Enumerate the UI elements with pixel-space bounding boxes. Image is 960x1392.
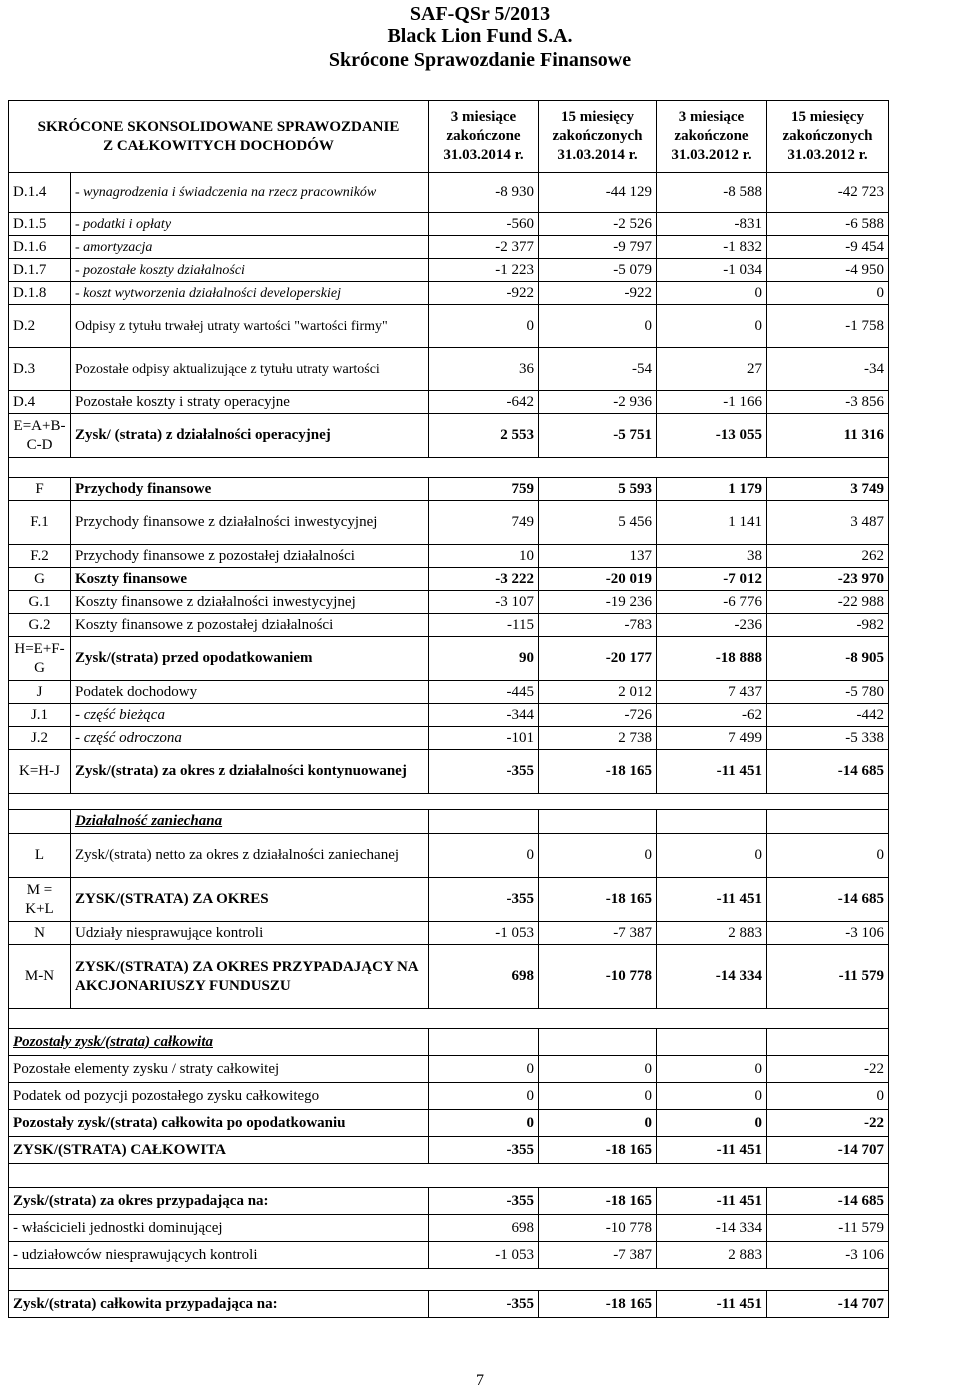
row-label: - podatki i opłaty [71, 213, 429, 236]
col-header-15m-2014: 15 miesięcy zakończonych 31.03.2014 r. [539, 101, 657, 173]
table-row [9, 1242, 889, 1269]
cell: -14 685 [767, 1188, 889, 1215]
table-row [9, 1215, 889, 1242]
cell: -8 930 [429, 173, 539, 213]
row-label: Zysk/(strata) netto za okres z działalności zaniechanej [71, 834, 429, 878]
row-code: E=A+B-C-D [9, 414, 71, 458]
cell: 2 012 [539, 681, 657, 704]
cell [429, 810, 539, 834]
cell: -1 053 [429, 1242, 539, 1269]
cell [657, 1029, 767, 1056]
table-row [9, 1110, 889, 1137]
table-row [9, 414, 889, 458]
row-code: D.1.8 [9, 282, 71, 305]
cell: 0 [429, 1110, 539, 1137]
row-label: Przychody finansowe z pozostałej działalności [71, 545, 429, 568]
row-code: N [9, 922, 71, 945]
cell: 0 [767, 834, 889, 878]
cell: 2 553 [429, 414, 539, 458]
row-label: Pozostałe koszty i straty operacyjne [71, 391, 429, 414]
cell: 1 141 [657, 501, 767, 545]
cell: -2 936 [539, 391, 657, 414]
table-row [9, 810, 889, 834]
cell: -19 236 [539, 591, 657, 614]
cell: 5 593 [539, 478, 657, 501]
row-code: G.1 [9, 591, 71, 614]
table-row [9, 173, 889, 213]
cell: -22 [767, 1056, 889, 1083]
cell: 7 499 [657, 727, 767, 750]
table-row [9, 922, 889, 945]
table-row [9, 1137, 889, 1164]
row-label: Pozostałe odpisy aktualizujące z tytułu utraty wartości [71, 348, 429, 391]
col-header-15m-2012: 15 miesięcy zakończonych 31.03.2012 r. [767, 101, 889, 173]
row-label: Przychody finansowe z działalności inwestycyjnej [71, 501, 429, 545]
cell: -355 [429, 1188, 539, 1215]
cell: 698 [429, 945, 539, 1009]
section-label: Pozostały zysk/(strata) całkowita [9, 1029, 429, 1056]
cell: 2 738 [539, 727, 657, 750]
cell: -14 685 [767, 750, 889, 794]
cell: -3 222 [429, 568, 539, 591]
row-code: D.1.5 [9, 213, 71, 236]
row-code [9, 810, 71, 834]
income-statement-table [8, 100, 889, 1318]
cell: -4 950 [767, 259, 889, 282]
doc-code: SAF-QSr 5/2013 [409, 3, 551, 25]
cell: -11 451 [657, 1291, 767, 1318]
cell: -5 338 [767, 727, 889, 750]
row-code: H=E+F-G [9, 637, 71, 681]
cell: -20 177 [539, 637, 657, 681]
cell: -22 [767, 1110, 889, 1137]
cell: 11 316 [767, 414, 889, 458]
cell: -54 [539, 348, 657, 391]
row-label: Zysk/(strata) przed opodatkowaniem [71, 637, 429, 681]
cell: 3 749 [767, 478, 889, 501]
table-row [9, 1188, 889, 1215]
cell: 0 [767, 282, 889, 305]
cell: -18 165 [539, 1137, 657, 1164]
row-code: F.2 [9, 545, 71, 568]
cell: 1 179 [657, 478, 767, 501]
spacer-row [9, 1164, 889, 1188]
cell: 749 [429, 501, 539, 545]
cell [429, 1029, 539, 1056]
cell: -2 526 [539, 213, 657, 236]
cell: -11 451 [657, 1137, 767, 1164]
row-code: D.1.6 [9, 236, 71, 259]
row-label: Udziały niesprawujące kontroli [71, 922, 429, 945]
cell: -831 [657, 213, 767, 236]
cell: 0 [429, 305, 539, 348]
cell: 36 [429, 348, 539, 391]
table-row [9, 545, 889, 568]
cell: -1 223 [429, 259, 539, 282]
row-code: F.1 [9, 501, 71, 545]
cell: -5 780 [767, 681, 889, 704]
cell: 0 [539, 1056, 657, 1083]
cell: 0 [539, 834, 657, 878]
table-row [9, 348, 889, 391]
cell: -18 165 [539, 750, 657, 794]
row-code: D.1.4 [9, 173, 71, 213]
cell: -11 579 [767, 945, 889, 1009]
spacer-row [9, 1009, 889, 1029]
row-label: Zysk/(strata) całkowita przypadająca na: [9, 1291, 429, 1318]
cell [657, 810, 767, 834]
cell: -5 751 [539, 414, 657, 458]
col-header-3m-2012: 3 miesiące zakończone 31.03.2012 r. [657, 101, 767, 173]
table-title: SKRÓCONE SKONSOLIDOWANE SPRAWOZDANIE Z CAŁKOWITYCH DOCHODÓW [9, 101, 429, 173]
cell: 0 [657, 1083, 767, 1110]
cell: -7 387 [539, 1242, 657, 1269]
cell: -560 [429, 213, 539, 236]
row-label: ZYSK/(STRATA) CAŁKOWITA [9, 1137, 429, 1164]
table-row [9, 501, 889, 545]
row-label: Odpisy z tytułu trwałej utraty wartości "wartości firmy" [71, 305, 429, 348]
cell: -7 012 [657, 568, 767, 591]
row-label: Zysk/(strata) za okres z działalności kontynuowanej [71, 750, 429, 794]
cell: 0 [657, 305, 767, 348]
table-row [9, 478, 889, 501]
cell: 137 [539, 545, 657, 568]
company-name: Black Lion Fund S.A. [387, 25, 573, 47]
cell: 38 [657, 545, 767, 568]
cell: -18 888 [657, 637, 767, 681]
table-row [9, 750, 889, 794]
cell: -34 [767, 348, 889, 391]
row-label: Przychody finansowe [71, 478, 429, 501]
cell: -13 055 [657, 414, 767, 458]
cell: -726 [539, 704, 657, 727]
cell: -445 [429, 681, 539, 704]
table-row [9, 282, 889, 305]
row-code: J.1 [9, 704, 71, 727]
spacer-row [9, 794, 889, 810]
cell: -1 053 [429, 922, 539, 945]
cell: 0 [539, 305, 657, 348]
cell: -3 106 [767, 922, 889, 945]
table-row [9, 1291, 889, 1318]
cell: -783 [539, 614, 657, 637]
cell: 698 [429, 1215, 539, 1242]
spacer-row [9, 1269, 889, 1291]
cell: -18 165 [539, 878, 657, 922]
table-row [9, 391, 889, 414]
row-label: Pozostałe elementy zysku / straty całkowitej [9, 1056, 429, 1083]
table-row [9, 1056, 889, 1083]
cell: -14 685 [767, 878, 889, 922]
row-label: - właścicieli jednostki dominującej [9, 1215, 429, 1242]
cell: -1 166 [657, 391, 767, 414]
cell: 0 [657, 1056, 767, 1083]
cell: -42 723 [767, 173, 889, 213]
cell: 0 [429, 1056, 539, 1083]
table-row [9, 945, 889, 1009]
cell: -922 [539, 282, 657, 305]
cell: -18 165 [539, 1291, 657, 1318]
row-label: Zysk/ (strata) z działalności operacyjnej [71, 414, 429, 458]
row-label: - wynagrodzenia i świadczenia na rzecz pracowników [71, 173, 429, 213]
cell: -9 797 [539, 236, 657, 259]
cell: -3 107 [429, 591, 539, 614]
cell: -355 [429, 750, 539, 794]
document-header [0, 0, 960, 78]
cell: -5 079 [539, 259, 657, 282]
cell: -344 [429, 704, 539, 727]
report-title: Skrócone Sprawozdanie Finansowe [328, 49, 632, 71]
table-row [9, 637, 889, 681]
cell: 27 [657, 348, 767, 391]
cell: -14 707 [767, 1291, 889, 1318]
cell [767, 1029, 889, 1056]
cell: 0 [657, 834, 767, 878]
cell: -10 778 [539, 945, 657, 1009]
table-row [9, 704, 889, 727]
table-row [9, 591, 889, 614]
row-label: ZYSK/(STRATA) ZA OKRES [71, 878, 429, 922]
cell: -9 454 [767, 236, 889, 259]
table-row [9, 568, 889, 591]
cell: -1 832 [657, 236, 767, 259]
table-row [9, 681, 889, 704]
row-code: J.2 [9, 727, 71, 750]
cell: -922 [429, 282, 539, 305]
cell: 262 [767, 545, 889, 568]
row-code: K=H-J [9, 750, 71, 794]
cell: -6 776 [657, 591, 767, 614]
cell: -115 [429, 614, 539, 637]
row-label: - amortyzacja [71, 236, 429, 259]
table-row [9, 1083, 889, 1110]
row-code: G.2 [9, 614, 71, 637]
row-label: ZYSK/(STRATA) ZA OKRES PRZYPADAJĄCY NA AKCJONARIUSZY FUNDUSZU [71, 945, 429, 1009]
row-label: Koszty finansowe z pozostałej działalności [71, 614, 429, 637]
cell: 0 [657, 1110, 767, 1137]
row-label: Pozostały zysk/(strata) całkowita po opodatkowaniu [9, 1110, 429, 1137]
row-code: J [9, 681, 71, 704]
cell: -3 106 [767, 1242, 889, 1269]
cell: -8 588 [657, 173, 767, 213]
cell: -642 [429, 391, 539, 414]
cell: -14 334 [657, 1215, 767, 1242]
cell: -23 970 [767, 568, 889, 591]
row-label: Podatek od pozycji pozostałego zysku całkowitego [9, 1083, 429, 1110]
cell: 0 [539, 1110, 657, 1137]
cell: -355 [429, 1291, 539, 1318]
cell: -20 019 [539, 568, 657, 591]
cell: 2 883 [657, 922, 767, 945]
row-label: - udziałowców niesprawujących kontroli [9, 1242, 429, 1269]
col-header-3m-2014: 3 miesiące zakończone 31.03.2014 r. [429, 101, 539, 173]
cell: -1 034 [657, 259, 767, 282]
cell: 759 [429, 478, 539, 501]
cell: -11 451 [657, 1188, 767, 1215]
row-label: Podatek dochodowy [71, 681, 429, 704]
cell: -8 905 [767, 637, 889, 681]
cell: -2 377 [429, 236, 539, 259]
cell: -1 758 [767, 305, 889, 348]
cell: 10 [429, 545, 539, 568]
row-label: Zysk/(strata) za okres przypadająca na: [9, 1188, 429, 1215]
table-row [9, 614, 889, 637]
cell: -10 778 [539, 1215, 657, 1242]
cell: -442 [767, 704, 889, 727]
table-row [9, 259, 889, 282]
cell [539, 1029, 657, 1056]
cell: -355 [429, 1137, 539, 1164]
cell: 90 [429, 637, 539, 681]
page-number: 7 [476, 1372, 484, 1389]
table-row [9, 727, 889, 750]
cell: 0 [429, 1083, 539, 1110]
table-header-row [9, 101, 889, 173]
cell: 3 487 [767, 501, 889, 545]
spacer-row [9, 458, 889, 478]
cell: -101 [429, 727, 539, 750]
row-label: Koszty finansowe z działalności inwestycyjnej [71, 591, 429, 614]
cell: -3 856 [767, 391, 889, 414]
row-code: D.3 [9, 348, 71, 391]
cell: -18 165 [539, 1188, 657, 1215]
cell: -982 [767, 614, 889, 637]
row-label: - część odroczona [71, 727, 429, 750]
row-code: M-N [9, 945, 71, 1009]
row-code: D.4 [9, 391, 71, 414]
cell: 0 [429, 834, 539, 878]
row-label: - pozostałe koszty działalności [71, 259, 429, 282]
table-row [9, 213, 889, 236]
cell: -236 [657, 614, 767, 637]
table-row [9, 834, 889, 878]
cell: -14 334 [657, 945, 767, 1009]
row-code: F [9, 478, 71, 501]
row-code: L [9, 834, 71, 878]
table-row [9, 1029, 889, 1056]
cell [767, 810, 889, 834]
cell: -22 988 [767, 591, 889, 614]
cell: 5 456 [539, 501, 657, 545]
row-label: - część bieżąca [71, 704, 429, 727]
table-row [9, 878, 889, 922]
cell: -355 [429, 878, 539, 922]
cell: -62 [657, 704, 767, 727]
row-code: G [9, 568, 71, 591]
row-code: D.2 [9, 305, 71, 348]
cell: 0 [767, 1083, 889, 1110]
cell: -14 707 [767, 1137, 889, 1164]
cell: 2 883 [657, 1242, 767, 1269]
row-code: M = K+L [9, 878, 71, 922]
table-row [9, 305, 889, 348]
table-row [9, 236, 889, 259]
cell: -7 387 [539, 922, 657, 945]
cell: -44 129 [539, 173, 657, 213]
row-code: D.1.7 [9, 259, 71, 282]
section-label: Działalność zaniechana [71, 810, 429, 834]
cell: 0 [539, 1083, 657, 1110]
cell: 7 437 [657, 681, 767, 704]
cell: -11 579 [767, 1215, 889, 1242]
row-label: - koszt wytworzenia działalności developerskiej [71, 282, 429, 305]
row-label: Koszty finansowe [71, 568, 429, 591]
cell: -11 451 [657, 878, 767, 922]
cell: 0 [657, 282, 767, 305]
cell: -11 451 [657, 750, 767, 794]
cell: -6 588 [767, 213, 889, 236]
cell [539, 810, 657, 834]
